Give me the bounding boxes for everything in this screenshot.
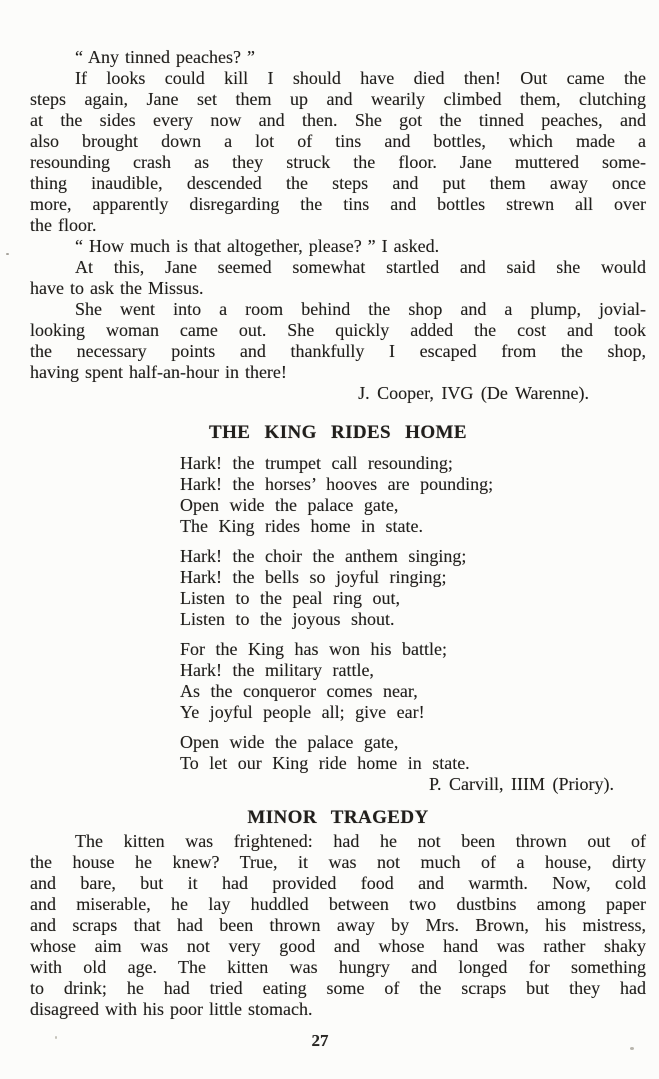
poem-stanza <box>180 639 646 723</box>
story-line: whose aim was not very good and whose hand was rather shaky <box>30 936 646 956</box>
poem-line: Hark! the horses’ hooves are pounding; <box>180 474 494 494</box>
poem-line: Hark! the choir the anthem singing; <box>180 546 467 566</box>
story-line: also brought down a lot of tins and bottles, which made a <box>30 131 646 151</box>
story-line: and bare, but it had provided food and warmth. Now, cold <box>30 873 646 893</box>
poem-line: Listen to the joyous shout. <box>180 609 395 629</box>
poem-line: Hark! the military rattle, <box>180 660 374 680</box>
author-attribution: P. Carvill, IIIM (Priory). <box>429 774 614 794</box>
story-line: resounding crash as they struck the floor. Jane muttered some- <box>30 152 646 172</box>
poem-line: Open wide the palace gate, <box>180 495 399 515</box>
story-line: She went into a room behind the shop and a plump, jovial- <box>75 299 646 319</box>
story-line: and scraps that had been thrown away by Mrs. Brown, his mistress, <box>30 915 646 935</box>
story-paragraph <box>30 47 646 68</box>
story-paragraph <box>30 257 646 299</box>
story-line: have to ask the Missus. <box>30 278 204 298</box>
story-line: at the sides every now and then. She got the tinned peaches, and <box>30 110 646 130</box>
story-line: with old age. The kitten was hungry and longed for something <box>30 957 646 977</box>
story-line: disagreed with his poor little stomach. <box>30 999 313 1019</box>
scan-speck <box>6 253 9 255</box>
story-paragraph <box>30 68 646 236</box>
poem-line: For the King has won his battle; <box>180 639 447 659</box>
story-paragraph <box>30 236 646 257</box>
story-line: having spent half-an-hour in there! <box>30 362 287 382</box>
text-column <box>30 0 646 1020</box>
poem-stanza <box>180 732 646 774</box>
poem-line: To let our King ride home in state. <box>180 753 470 773</box>
scan-speck <box>630 1047 634 1050</box>
poem-line: Ye joyful people all; give ear! <box>180 702 425 722</box>
story-line: the necessary points and thankfully I escaped from the shop, <box>30 341 646 361</box>
section-title: MINOR TRAGEDY <box>247 807 429 828</box>
story-line: steps again, Jane set them up and wearily climbed them, clutching <box>30 89 646 109</box>
scan-speck <box>55 1036 57 1039</box>
poem-title: THE KING RIDES HOME <box>209 422 467 443</box>
story-line: and miserable, he lay huddled between two dustbins among paper <box>30 894 646 914</box>
poem-line: Listen to the peal ring out, <box>180 588 400 608</box>
poem-line: The King rides home in state. <box>180 516 423 536</box>
story-line: If looks could kill I should have died then! Out came the <box>75 68 646 88</box>
story-line: At this, Jane seemed somewhat startled and said she would <box>75 257 646 277</box>
poem-stanza <box>180 546 646 630</box>
poem-line: Open wide the palace gate, <box>180 732 399 752</box>
poem-line: Hark! the bells so joyful ringing; <box>180 567 447 587</box>
story-line: “ Any tinned peaches? ” <box>75 47 255 67</box>
story-line: more, apparently disregarding the tins and bottles strewn all over <box>30 194 646 214</box>
poem-line: As the conqueror comes near, <box>180 681 418 701</box>
story-line: to drink; he had tried eating some of the scraps but they had <box>30 978 646 998</box>
story-paragraph <box>30 831 646 1020</box>
poem-stanza <box>180 453 646 537</box>
story-paragraph <box>30 299 646 383</box>
poem-line: Hark! the trumpet call resounding; <box>180 453 453 473</box>
story-line: thing inaudible, descended the steps and put them away once <box>30 173 646 193</box>
story-line: “ How much is that altogether, please? ” I asked. <box>75 236 440 256</box>
page-number: 27 <box>311 1031 329 1050</box>
story-line: The kitten was frightened: had he not been thrown out of <box>75 831 646 851</box>
author-attribution: J. Cooper, IVG (De Warenne). <box>358 383 589 403</box>
story-line: the floor. <box>30 215 97 235</box>
story-line: the house he knew? True, it was not much of a house, dirty <box>30 852 646 872</box>
story-line: looking woman came out. She quickly added the cost and took <box>30 320 646 340</box>
